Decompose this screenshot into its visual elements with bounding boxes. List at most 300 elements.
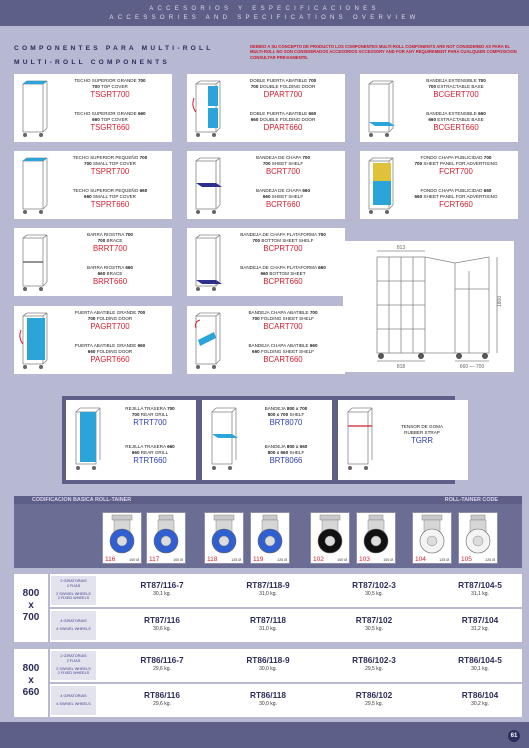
component-card — [360, 74, 518, 142]
rolltainer-code: RT86/102-3 — [352, 655, 396, 665]
rolltainer-weight: 31,2 kg. — [471, 626, 489, 632]
component-660-text — [50, 188, 170, 210]
product-code: DPART660 — [263, 123, 303, 133]
description-text: REJILLA TRASERA — [125, 406, 168, 411]
component-700-text — [50, 232, 170, 254]
wheel-number: 116 — [105, 556, 116, 563]
description-size: 700 — [252, 316, 260, 322]
rolltainer-weight: 29,5 kg. — [365, 701, 383, 707]
description-size: 700 — [262, 161, 271, 167]
component-card — [360, 151, 518, 219]
wheel-config-label — [51, 611, 96, 640]
description-size: 700 — [84, 161, 92, 167]
description-text: EXTRACTABLE BASE — [436, 117, 484, 123]
component-card — [187, 151, 345, 219]
component-card — [14, 306, 172, 374]
accessory-700-text — [242, 406, 330, 428]
description-size: 800 x 660 — [267, 450, 289, 456]
wheel-number: 102 — [313, 556, 324, 563]
product-code: TGRR — [410, 436, 434, 446]
description-size: 660 — [250, 117, 259, 123]
component-card — [14, 74, 172, 142]
rolltainer-code: RT87/116 — [144, 615, 180, 625]
rolltainer-weight: 29,5 kg. — [365, 666, 383, 672]
wheel-config-label — [51, 686, 96, 715]
product-code: FCRT660 — [439, 200, 473, 210]
rolltainer-code: RT87/102 — [355, 615, 393, 625]
description-size: 660 — [478, 111, 486, 116]
wheel-diameter: 125 Ø — [277, 558, 287, 562]
caster-icon — [205, 513, 243, 557]
component-700-text — [50, 78, 170, 100]
component-700-text — [50, 155, 170, 177]
product-code: BCPRT700 — [263, 244, 303, 254]
description-size: 700 — [167, 406, 175, 411]
component-660-text — [50, 111, 170, 133]
description-text: BANDEJA DE CHAPA PLATAFORMA — [240, 265, 319, 270]
size-part: x — [28, 675, 34, 686]
rolltainer-code: RT87/104 — [461, 615, 499, 625]
page-number: 61 — [508, 730, 520, 742]
caster-wheel — [458, 512, 498, 564]
page-footer — [0, 722, 529, 748]
accessory-icon — [206, 404, 242, 476]
description-size: 660 — [260, 271, 269, 277]
description-text: BARRA RIOSTRA — [87, 265, 126, 270]
size-part: 700 — [22, 612, 40, 623]
product-code: BRT8066 — [269, 456, 303, 466]
wheel-diameter: 100 Ø — [383, 558, 393, 562]
rolltainer-code: RT86/116-7 — [140, 655, 184, 665]
caster-wheel — [102, 512, 142, 564]
product-code: TSPRT660 — [90, 200, 130, 210]
description-text: BARRA RIOSTRA — [87, 232, 126, 237]
description-size: 660 — [139, 188, 148, 193]
component-700-text — [396, 155, 516, 177]
rolltainer-code: RT87/116-7 — [140, 580, 184, 590]
rolltainer-code-cell — [110, 615, 214, 633]
accessory-card — [66, 400, 196, 480]
component-card — [187, 228, 345, 296]
description-size: 700 — [428, 84, 436, 90]
description-size: 700 — [252, 238, 261, 244]
components-note: DEBIDO A SU CONCEPTO DE PRODUCTO LOS COMPONENTES MULTI-ROLL COMPONENTS ARE NOT CONSIDERED AS PARA EL MULTI-ROLL NO SON CONSIDERADOS ACCESORIOS ACCESSORY AND FOR ANY REQUIREMENT PARA CUALQUIER COMPOSICION CONSULTAR PREVIAMENTE. — [250, 44, 517, 60]
rolltainer-weight: 30,2 kg. — [471, 701, 489, 707]
wheel-number: 119 — [253, 556, 264, 563]
size-label — [14, 649, 48, 717]
component-image — [363, 78, 397, 139]
multiroll-icon — [363, 155, 397, 216]
accessory-icon — [70, 404, 106, 476]
dim-height: 1800 — [497, 295, 503, 307]
wheel-diameter: 100 Ø — [337, 558, 347, 562]
component-image — [363, 155, 397, 216]
caster-icon — [147, 513, 185, 557]
caster-wheel — [204, 512, 244, 564]
wheel-number: 105 — [461, 556, 472, 563]
description-text: TECHO SUPERIOR GRANDE — [74, 111, 138, 116]
product-code: TSGRT660 — [90, 123, 130, 133]
description-size: 700 — [309, 310, 318, 315]
rolltainer-code-cell — [322, 655, 426, 673]
description-size: 700 — [318, 232, 326, 237]
description-size: 700 — [87, 316, 96, 322]
size-part: x — [28, 600, 34, 611]
multiroll-icon — [17, 78, 51, 139]
description-text: DOUBLE FOLDING DOOR — [258, 117, 316, 123]
section-title-en: MULTI-ROLL COMPONENTS — [14, 59, 170, 66]
product-code: BRRT700 — [92, 244, 128, 254]
rolltainer-code-cell — [110, 690, 214, 708]
caster-icon — [311, 513, 349, 557]
rolltainer-code: RT86/118-9 — [246, 655, 290, 665]
description-size: 700 — [250, 84, 259, 90]
product-code: RTRT660 — [133, 456, 167, 466]
caster-icon — [357, 513, 395, 557]
rolltainer-code-cell — [216, 580, 320, 598]
description-size: 660 — [131, 450, 140, 456]
wheel-config-line: 2 FIXED WHEELS — [57, 596, 90, 601]
description-text: FONDO CHAPA PUBLICIDAD — [420, 155, 484, 160]
product-code: BCART660 — [263, 355, 303, 365]
accessory-700-text — [106, 406, 194, 428]
description-size: 660 — [137, 111, 146, 116]
rolltainer-weight: 30,5 kg. — [365, 591, 383, 597]
rolltainer-code-cell — [216, 655, 320, 673]
component-image — [190, 232, 224, 293]
component-700-text — [223, 232, 343, 254]
product-code: RTRT700 — [133, 418, 167, 428]
multiroll-icon — [17, 155, 51, 216]
component-image — [17, 310, 51, 371]
description-size: 800 x 700 — [286, 406, 308, 411]
code-row — [50, 609, 522, 642]
component-660-text — [223, 188, 343, 210]
description-size: 660 — [125, 265, 133, 270]
dimension-drawing-card — [343, 241, 514, 372]
wheel-config-label — [51, 651, 96, 680]
rolltainer-code-cell — [322, 580, 426, 598]
product-code: BCART700 — [263, 322, 303, 332]
dim-top-width: 813 — [396, 245, 406, 251]
component-card — [187, 74, 345, 142]
product-code: BCGERT700 — [433, 90, 479, 100]
component-card — [187, 306, 345, 374]
component-image — [17, 232, 51, 293]
accessory-card — [202, 400, 332, 480]
description-text: BRACE — [105, 271, 123, 277]
rolltainer-weight: 30,1 kg. — [153, 591, 171, 597]
caster-wheel — [310, 512, 350, 564]
description-size: 660 — [414, 194, 423, 200]
rolltainer-code: RT87/118-9 — [246, 580, 290, 590]
size-group — [14, 574, 522, 642]
wheel-number: 104 — [415, 556, 426, 563]
component-image — [190, 78, 224, 139]
product-code: BCGERT660 — [433, 123, 479, 133]
description-text: EXTRACTABLE BASE — [436, 84, 484, 90]
description-size: 660 — [262, 194, 271, 200]
size-part: 800 — [22, 588, 40, 599]
component-700-text — [396, 78, 516, 100]
wheel-config-line: 2 GIRATORIAS — [60, 654, 87, 658]
accessory-icon — [342, 404, 378, 476]
product-code: BCRT660 — [265, 200, 301, 210]
description-size: 700 — [97, 238, 106, 244]
wheel-number: 117 — [149, 556, 160, 563]
description-text: BANDEJA DE CHAPA — [255, 155, 303, 160]
description-text: REJILLA TRASERA — [125, 444, 168, 449]
description-line: RUBBER STRAP — [404, 430, 440, 436]
description-size: 700 — [478, 78, 486, 83]
product-code: BRRT660 — [92, 277, 128, 287]
description-text: DOBLE PUERTA ABATIBLE — [249, 111, 309, 116]
description-size: 660 — [302, 188, 311, 193]
wheel-config-line: 2 SWIVEL WHEELS — [56, 591, 91, 596]
wheel-diameter: 125 Ø — [439, 558, 449, 562]
multiroll-icon — [17, 310, 51, 371]
description-text: TECHO SUPERIOR GRANDE — [74, 78, 138, 83]
wheels-strip — [14, 504, 522, 568]
codification-bar — [14, 496, 522, 504]
caster-wheel — [412, 512, 452, 564]
wheel-config-line: 4 GIRATORIAS — [60, 694, 87, 698]
description-text: TOP COVER — [99, 117, 128, 123]
product-code: TSGRT700 — [90, 90, 130, 100]
dimension-drawing — [343, 241, 514, 372]
wheel-config-line: 2 FIJAS — [66, 658, 81, 663]
description-text: FOLDING DOOR — [95, 316, 133, 322]
component-660-text — [50, 343, 170, 365]
rolltainer-code: RT86/118 — [250, 690, 286, 700]
description-size: 660 — [97, 271, 106, 277]
description-size: 660 — [318, 265, 326, 270]
description-text: SMALL TOP COVER — [91, 161, 136, 167]
codification-title: CODIFICACION BASICA ROLL-TAINER — [32, 497, 132, 503]
rolltainer-code: RT87/102-3 — [352, 580, 396, 590]
wheel-number: 118 — [207, 556, 218, 563]
description-text: SHEET SHELF — [270, 194, 304, 200]
description-text: BANDEJA — [264, 406, 287, 411]
header-title-es: ACCESORIOS Y ESPECIFICACIONES — [149, 6, 380, 12]
description-text: TECHO SUPERIOR PEQUEÑO — [72, 188, 140, 193]
rolltainer-code-cell — [110, 655, 214, 673]
description-text: REAR GRILL — [139, 412, 169, 418]
description-text: DOUBLE FOLDING DOOR — [258, 84, 316, 90]
rolltainer-weight: 31,0 kg. — [259, 626, 277, 632]
description-size: 700 — [308, 78, 317, 83]
description-size: 800 x 660 — [286, 444, 308, 449]
description-text: BANDEJA CHAPA ABATIBLE — [248, 310, 310, 315]
description-text: BANDEJA CHAPA ABATIBLE — [248, 343, 310, 348]
multiroll-icon — [190, 232, 224, 293]
description-size: 660 — [483, 188, 492, 193]
description-size: 660 — [137, 343, 146, 348]
component-660-text — [396, 188, 516, 210]
caster-icon — [251, 513, 289, 557]
description-text: REAR GRILL — [139, 450, 169, 456]
wheel-config-line: 2 GIRATORIAS — [60, 579, 87, 583]
description-text: SHELF — [288, 412, 305, 418]
rolltainer-weight: 30,0 kg. — [259, 666, 277, 672]
component-700-text — [50, 310, 170, 332]
description-text: SHEET PANEL FOR ADVERTISING — [422, 194, 498, 200]
product-code: DPART700 — [263, 90, 303, 100]
description-size: 800 x 700 — [267, 412, 289, 418]
description-size: 700 — [139, 155, 148, 160]
description-size: 660 — [87, 349, 96, 355]
description-size: 700 — [483, 155, 492, 160]
description-text: DOBLE PUERTA ABATIBLE — [249, 78, 309, 83]
description-size: 700 — [125, 232, 133, 237]
description-size: 660 — [92, 117, 100, 123]
wheel-config-line: 4 SWIVEL WHEELS — [56, 701, 91, 706]
rolltainer-weight: 31,0 kg. — [259, 591, 277, 597]
rolltainer-weight: 29,6 kg. — [153, 666, 171, 672]
accessory-700-text — [378, 424, 466, 446]
description-text: BANDEJA DE CHAPA — [255, 188, 303, 193]
wheel-diameter: 125 Ø — [231, 558, 241, 562]
rolltainer-code-cell — [216, 690, 320, 708]
component-700-text — [223, 78, 343, 100]
description-size: 700 — [92, 84, 100, 90]
code-row — [50, 649, 522, 682]
rolltainer-code: RT86/104 — [461, 690, 499, 700]
description-text: PUERTA ABATIBLE GRANDE — [74, 310, 138, 315]
description-text: BANDEJA — [264, 444, 287, 449]
product-code: BRT8070 — [269, 418, 303, 428]
wheel-config-line: 4 GIRATORIAS — [60, 619, 87, 623]
section-title-es: COMPONENTES PARA MULTI-ROLL — [14, 45, 214, 52]
code-row — [50, 684, 522, 717]
description-size: 700 — [414, 161, 423, 167]
rolltainer-code-cell — [428, 580, 529, 598]
dim-bottom-width: 818 — [396, 364, 406, 370]
description-text: PUERTA ABATIBLE GRANDE — [74, 343, 138, 348]
wheel-number: 103 — [359, 556, 370, 563]
size-part: 660 — [22, 687, 40, 698]
rolltainer-weight: 30,1 kg. — [471, 666, 489, 672]
description-size: 660 — [84, 194, 92, 200]
page-header — [0, 0, 529, 26]
component-660-text — [223, 265, 343, 287]
rolltainer-code-cell — [216, 615, 320, 633]
caster-icon — [459, 513, 497, 557]
description-text: FOLDING DOOR — [95, 349, 133, 355]
size-group — [14, 649, 522, 717]
rolltainer-code: RT87/104-5 — [458, 580, 502, 590]
component-660-text — [50, 265, 170, 287]
component-660-text — [223, 343, 343, 365]
caster-wheel — [250, 512, 290, 564]
caster-icon — [413, 513, 451, 557]
rolltainer-code: RT87/118 — [250, 615, 286, 625]
caster-wheel — [356, 512, 396, 564]
wheel-diameter: 100 Ø — [129, 558, 139, 562]
description-text: SMALL TOP COVER — [91, 194, 136, 200]
rolltainer-weight: 30,5 kg. — [365, 626, 383, 632]
description-text: TENSOR DE GOMA — [400, 424, 444, 429]
component-image — [17, 78, 51, 139]
multiroll-icon — [190, 78, 224, 139]
product-code: BCRT700 — [265, 167, 301, 177]
product-code: FCRT700 — [439, 167, 473, 177]
description-text: FOLDING SHEET SHELF — [259, 349, 314, 355]
rolltainer-code-cell — [322, 690, 426, 708]
product-code: PAGRT700 — [90, 322, 130, 332]
product-code: BCPRT660 — [263, 277, 303, 287]
accessory-card — [338, 400, 468, 480]
product-code: TSPRT700 — [90, 167, 130, 177]
accessory-660-text — [106, 444, 194, 466]
description-size: 700 — [302, 155, 311, 160]
caster-icon — [103, 513, 141, 557]
code-row — [50, 574, 522, 607]
rolltainer-code: RT86/116 — [144, 690, 180, 700]
component-card — [14, 228, 172, 296]
multiroll-icon — [190, 310, 224, 371]
description-size: 700 — [131, 412, 140, 418]
rolltainer-code: RT86/104-5 — [458, 655, 502, 665]
wheel-config-line: 2 SWIVEL WHEELS — [56, 666, 91, 671]
component-image — [17, 155, 51, 216]
description-size: 700 — [137, 310, 146, 315]
dim-depth: 660 — 700 — [459, 364, 485, 370]
description-text: SHEET SHELF — [270, 161, 304, 167]
component-image — [190, 310, 224, 371]
multiroll-icon — [363, 78, 397, 139]
rolltainer-weight: 30,6 kg. — [153, 626, 171, 632]
wheel-config-line: 2 FIXED WHEELS — [57, 671, 90, 676]
description-size: 660 — [252, 349, 260, 355]
rolltainer-code-cell — [322, 615, 426, 633]
description-text: FONDO CHAPA PUBLICIDAD — [420, 188, 484, 193]
description-text: BANDEJA EXTENSIBLE — [426, 78, 479, 83]
component-700-text — [223, 155, 343, 177]
wheel-diameter: 100 Ø — [173, 558, 183, 562]
size-label — [14, 574, 48, 642]
description-text: TOP COVER — [99, 84, 128, 90]
accessory-660-text — [242, 444, 330, 466]
description-size: 660 — [428, 117, 436, 123]
component-700-text — [223, 310, 343, 332]
rolltainer-code-cell — [428, 655, 529, 673]
description-text: BRACE — [105, 238, 123, 244]
description-size: 660 — [167, 444, 175, 449]
rolltainer-code: RT86/102 — [355, 690, 393, 700]
wheel-config-line: 2 FIJAS — [66, 583, 81, 588]
description-size: 660 — [309, 343, 318, 348]
component-660-text — [223, 111, 343, 133]
product-code: PAGRT660 — [90, 355, 130, 365]
component-image — [190, 155, 224, 216]
rolltainer-code-cell — [428, 615, 529, 633]
rolltainer-code-cell — [110, 580, 214, 598]
description-text: SHELF — [288, 450, 305, 456]
description-text: FOLDING SHEET SHELF — [259, 316, 314, 322]
caster-wheel — [146, 512, 186, 564]
description-size: 700 — [137, 78, 146, 83]
description-text: TECHO SUPERIOR PEQUEÑO — [72, 155, 140, 160]
multiroll-icon — [190, 155, 224, 216]
wheel-config-label — [51, 576, 96, 605]
header-title-en: ACCESSORIES AND SPECIFICATIONS OVERVIEW — [109, 15, 420, 21]
rolltainer-weight: 29,6 kg. — [153, 701, 171, 707]
rolltainer-weight: 31,1 kg. — [471, 591, 489, 597]
description-text: SHEET PANEL FOR ADVERTISING — [422, 161, 498, 167]
description-size: 660 — [308, 111, 317, 116]
component-660-text — [396, 111, 516, 133]
